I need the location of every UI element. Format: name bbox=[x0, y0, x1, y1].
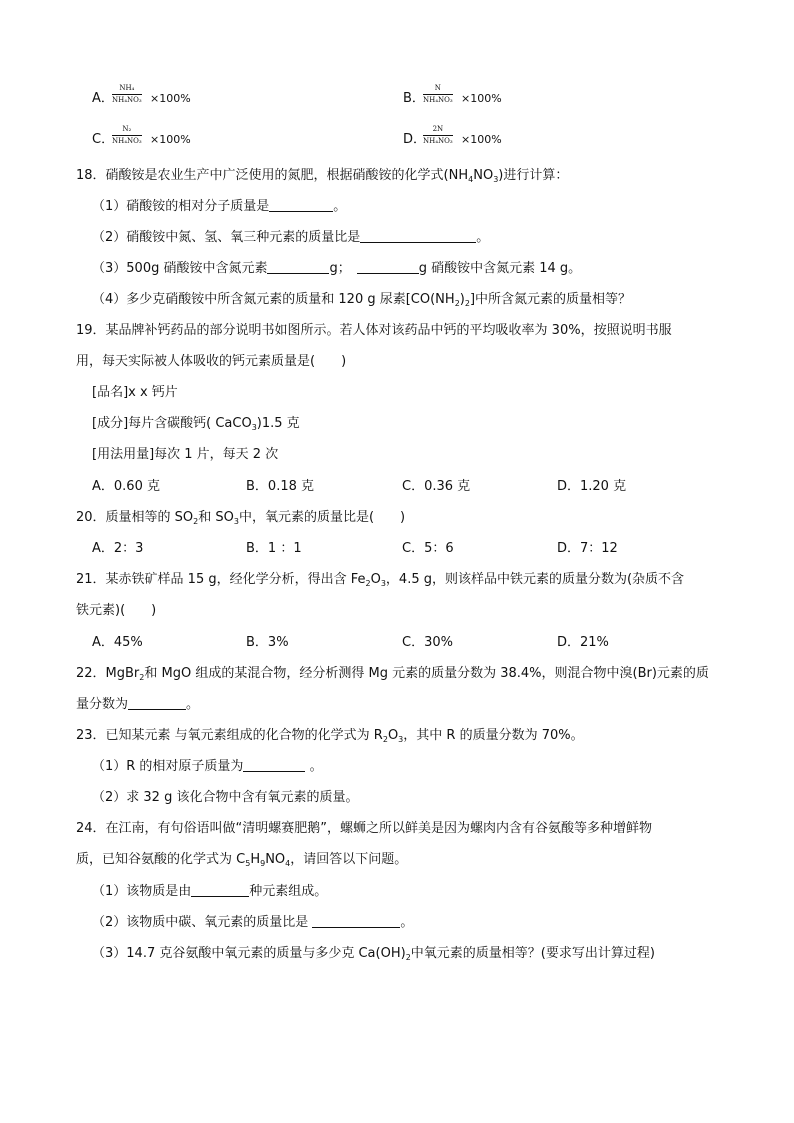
q22-stem-line2: 量分数为 。 bbox=[76, 697, 200, 712]
fraction-numerator: 2N bbox=[432, 125, 444, 133]
q21-option-a[interactable]: A．45% bbox=[92, 635, 143, 650]
q17-option-b-percent: ×100% bbox=[461, 92, 502, 105]
q24-sub-3: （3）14.7 克谷氨酸中氧元素的质量与多少克 $Ca(OH)_2$中氧元素的质量相等？(要求写出计算过程) bbox=[92, 946, 655, 962]
q17-option-b-label: B． bbox=[403, 91, 425, 106]
fraction-denominator: NH₄NO₃ bbox=[423, 96, 453, 104]
q24-sub-1: （1）该物质是由 种元素组成。 bbox=[92, 884, 328, 899]
fraction-numerator: N bbox=[434, 84, 441, 92]
q22-stem-line1: 22．MgBr$_2$和 MgO 组成的某混合物，经分析测得 Mg 元素的质量分数为 38.4%，则混合物中溴(Br)元素的质 bbox=[76, 666, 709, 682]
fraction-denominator: NH₄NO₃ bbox=[112, 137, 142, 145]
q24-sub-2: （2）该物质中碳、氧元素的质量比是 。 bbox=[92, 915, 414, 930]
q19-stem-line2: 用，每天实际被人体吸收的钙元素质量是( ) bbox=[76, 354, 347, 369]
answer-blank[interactable] bbox=[191, 883, 249, 897]
answer-blank[interactable] bbox=[360, 229, 476, 243]
q18-sub-2: （2）硝酸铵中氮、氢、氧三种元素的质量比是 。 bbox=[92, 230, 490, 245]
q23-sub-1: （1）R 的相对原子质量为 。 bbox=[92, 759, 323, 774]
fraction-numerator: NH₄ bbox=[119, 84, 135, 92]
q17-option-c-fraction bbox=[112, 125, 142, 146]
q20-option-c[interactable]: C．5：6 bbox=[402, 541, 454, 556]
q20-option-a[interactable]: A．2：3 bbox=[92, 541, 144, 556]
q21-option-c[interactable]: C．30% bbox=[402, 635, 453, 650]
q17-option-a-label: A． bbox=[92, 91, 114, 106]
q19-product-name: [品名]x x 钙片 bbox=[92, 385, 178, 400]
q18-sub-4: （4）多少克硝酸铵中所含氮元素的质量和 120 g 尿素$[CO(NH_2)_2]$中所含氮元素的质量相等？ bbox=[92, 292, 632, 308]
q19-option-d[interactable]: D．1.20 克 bbox=[557, 479, 627, 494]
fraction-denominator: NH₄NO₃ bbox=[112, 96, 142, 104]
q19-ingredient: [成分]每片含碳酸钙( CaCO$_3$)1.5 克 bbox=[92, 416, 300, 432]
q19-usage: [用法用量]每次 1 片，每天 2 次 bbox=[92, 447, 279, 462]
q24-stem-line2: 质，已知谷氨酸的化学式为 $C_5H_9NO_4$，请回答以下问题。 bbox=[76, 852, 408, 868]
answer-blank[interactable] bbox=[269, 198, 333, 212]
answer-blank[interactable] bbox=[312, 914, 400, 928]
q20-option-d[interactable]: D．7：12 bbox=[557, 541, 618, 556]
q21-stem-line2: 铁元素)( ) bbox=[76, 603, 157, 618]
fraction-numerator: N₂ bbox=[122, 125, 132, 133]
q20-option-b[interactable]: B．1 ：1 bbox=[246, 541, 302, 556]
q19-option-c[interactable]: C．0.36 克 bbox=[402, 479, 471, 494]
q17-option-a-percent: ×100% bbox=[150, 92, 191, 105]
fraction-denominator: NH₄NO₃ bbox=[423, 137, 453, 145]
q18-sub-3: （3）500g 硝酸铵中含氮元素 g； g 硝酸铵中含氮元素 14 g。 bbox=[92, 261, 582, 276]
q17-option-d-fraction bbox=[423, 125, 453, 146]
answer-blank[interactable] bbox=[243, 758, 305, 772]
q17-option-a-fraction bbox=[112, 84, 142, 105]
q17-option-c-percent: ×100% bbox=[150, 133, 191, 146]
q23-sub-2: （2）求 32 g 该化合物中含有氧元素的质量。 bbox=[92, 790, 359, 805]
q23-stem: 23．已知某元素 与氧元素组成的化合物的化学式为 $R_2O_3$，其中 R 的质量分数为 70%。 bbox=[76, 728, 584, 744]
answer-blank[interactable] bbox=[267, 260, 329, 274]
q19-stem-line1: 19．某品牌补钙药品的部分说明书如图所示。若人体对该药品中钙的平均吸收率为 30%，按照说明书服 bbox=[76, 323, 672, 338]
answer-blank[interactable] bbox=[128, 696, 186, 710]
q21-option-b[interactable]: B．3% bbox=[246, 635, 289, 650]
q19-option-b[interactable]: B．0.18 克 bbox=[246, 479, 314, 494]
q24-stem-line1: 24．在江南，有句俗语叫做“清明螺赛肥鹅”，螺蛳之所以鲜美是因为螺肉内含有谷氨酸等多种增鲜物 bbox=[76, 821, 653, 836]
q17-option-d-label: D． bbox=[403, 132, 427, 147]
q21-option-d[interactable]: D．21% bbox=[557, 635, 609, 650]
q18-sub-1: （1）硝酸铵的相对分子质量是 。 bbox=[92, 199, 347, 214]
q21-stem-line1: 21．某赤铁矿样品 15 g，经化学分析，得出含 $Fe_2O_3$，4.5 g，则该样品中铁元素的质量分数为(杂质不含 bbox=[76, 572, 685, 588]
q17-option-c-label: C． bbox=[92, 132, 115, 147]
q20-stem: 20．质量相等的 $SO_2$和 $SO_3$中，氧元素的质量比是( ) bbox=[76, 510, 406, 526]
q19-option-a[interactable]: A．0.60 克 bbox=[92, 479, 160, 494]
q17-option-b-fraction bbox=[423, 84, 453, 105]
q17-option-d-percent: ×100% bbox=[461, 133, 502, 146]
answer-blank[interactable] bbox=[357, 260, 419, 274]
q18-stem: 18．硝酸铵是农业生产中广泛使用的氮肥，根据硝酸铵的化学式$(NH_4NO_3)$进行计算： bbox=[76, 168, 569, 184]
